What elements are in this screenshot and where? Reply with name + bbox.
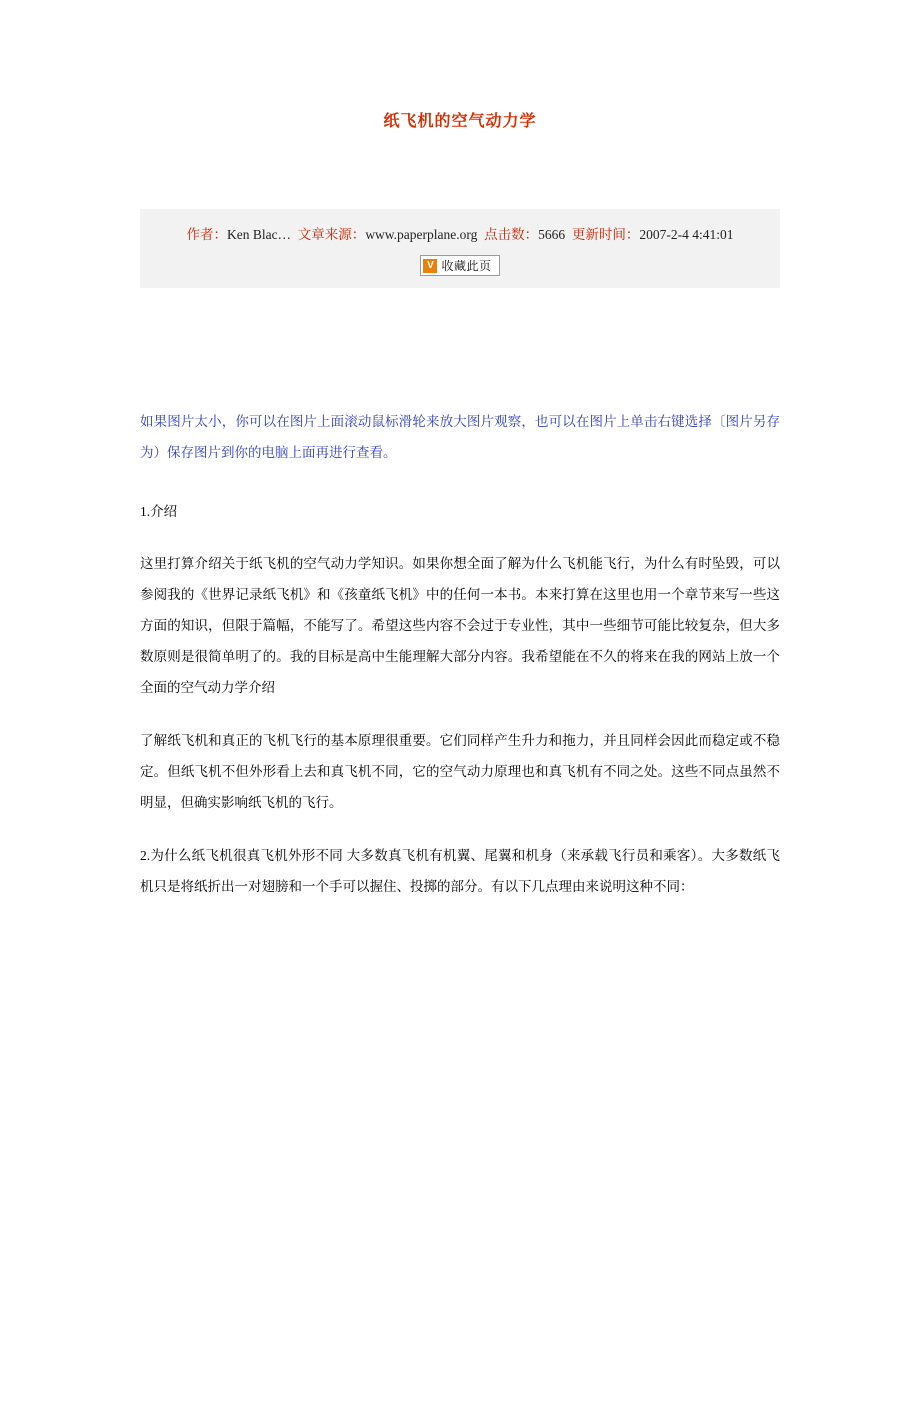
article-meta-box [140,209,780,288]
paragraph-intro-2: 了解纸飞机和真正的飞机飞行的基本原理很重要。它们同样产生升力和拖力，并且同样会因此而稳定或不稳定。但纸飞机不但外形看上去和真飞机不同，它的空气动力原理也和真飞机有不同之处。这些不同点虽然不明显，但确实影响纸飞机的飞行。 [140,732,780,810]
favorite-button-wrapper [140,255,780,276]
favorite-button-label: 收藏此页 [441,258,492,273]
page-bottom-space [140,902,780,1232]
author-label: 作者： [186,227,227,242]
page-title: 纸飞机的空气动力学 [383,113,537,130]
article-meta-line [140,223,780,243]
favorite-v-icon: V [423,259,437,273]
add-favorite-button[interactable] [420,255,499,276]
updated-label: 更新时间： [571,227,640,242]
hits-value: 5666 [538,227,566,242]
section-heading-1: 1.介绍 [140,503,178,519]
author-value: Ken Blac… [226,227,292,242]
paragraph-intro-1: 这里打算介绍关于纸飞机的空气动力学知识。如果你想全面了解为什么飞机能飞行，为什么有时坠毁，可以参阅我的《世界记录纸飞机》和《孩童纸飞机》中的任何一本书。本来打算在这里也用一个章节来写一些这方面的知识，但限于篇幅，不能写了。希望这些内容不会过于专业性，其中一些细节可能比较复杂，但大多数原则是很简单明了的。我的目标是高中生能理解大部分内容。我希望能在不久的将来在我的网站上放一个全面的空气动力学介绍 [140,555,780,695]
updated-value: 2007-2-4 4:41:01 [639,227,734,242]
document-page [0,108,920,1410]
image-help-note: 如果图片太小，你可以在图片上面滚动鼠标滑轮来放大图片观察，也可以在图片上单击右键选择〔图片另存为）保存图片到你的电脑上面再进行查看。 [140,413,780,460]
source-value[interactable]: www.paperplane.org [365,227,478,242]
source-label: 文章来源： [297,227,366,242]
paragraph-section-2: 2.为什么纸飞机很真飞机外形不同 大多数真飞机有机翼、尾翼和机身（来承载飞行员和乘客）。大多数纸飞机只是将纸折出一对翅膀和一个手可以握住、投掷的部分。有以下几点理由来说明这种不同： [140,847,780,894]
hits-label: 点击数： [484,227,539,242]
